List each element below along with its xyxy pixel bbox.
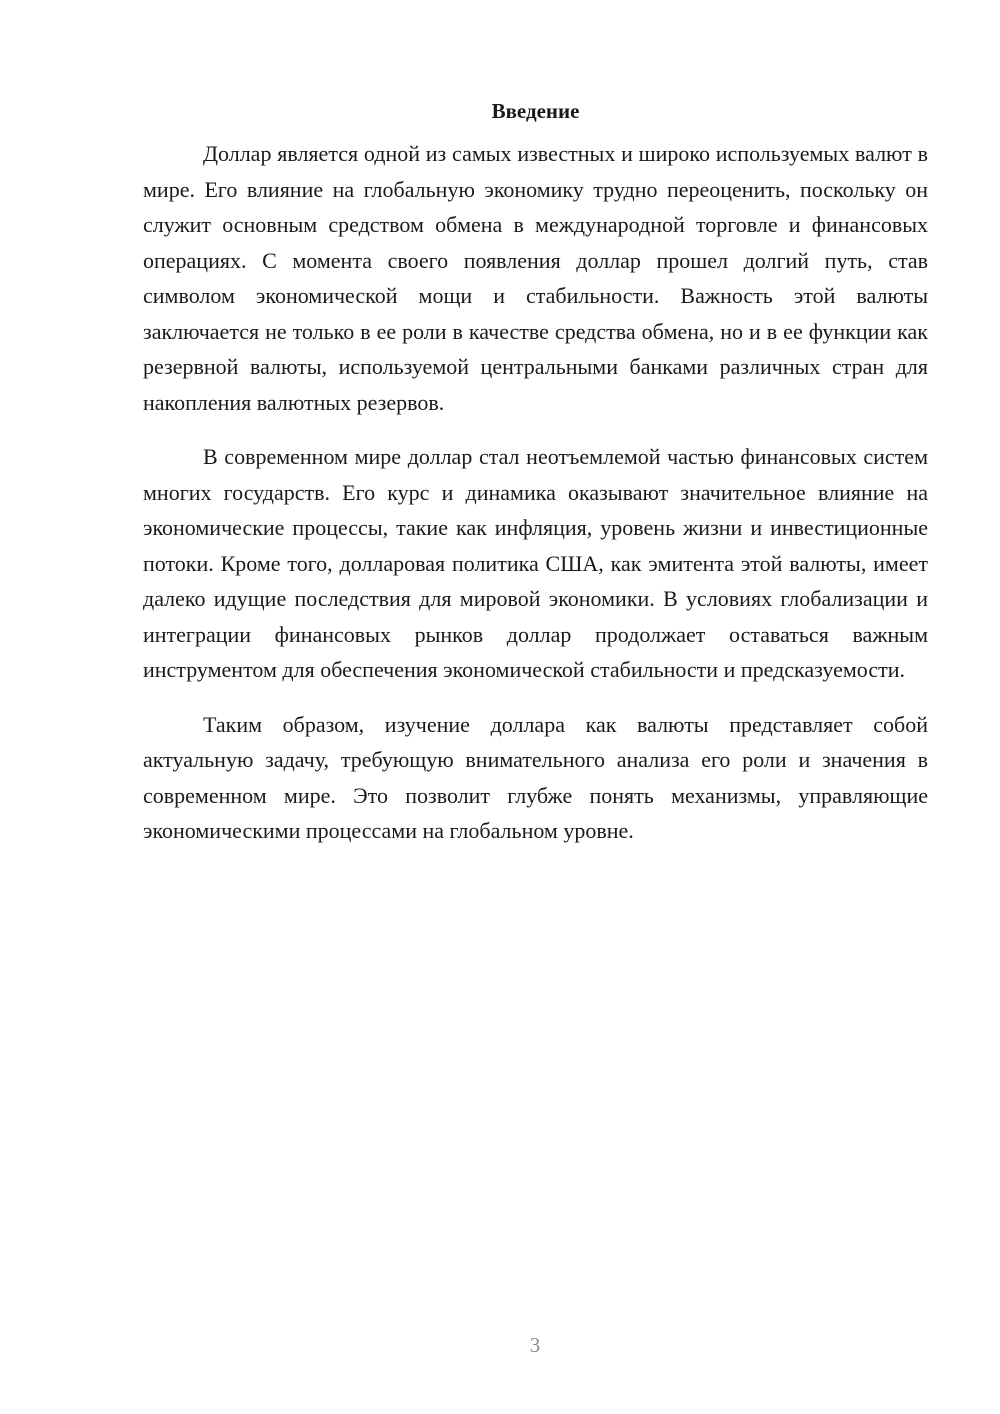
paragraph-1: Доллар является одной из самых известных и широко используемых валют в мире. Его влияние на глобальную экономику трудно переоценить, поскольку он служит основным средством обмена в международной торговле и финансовых операциях. С момента своего появления доллар прошел долгий путь, став символом экономической мощи и стабильности. Важность этой валюты заключается не только в ее роли в качестве средства обмена, но и в ее функции как резервной валюты, используемой центральными банками различных стран для накопления валютных резервов. <box>143 141 928 415</box>
page-number: 3 <box>529 1333 541 1357</box>
paragraph-3: Таким образом, изучение доллара как валюты представляет собой актуальную задачу, требующую внимательного анализа его роли и значения в современном мире. Это позволит глубже понять механизмы, управляющие экономическими процессами на глобальном уровне. <box>143 711 928 843</box>
paragraph-2: В современном мире доллар стал неотъемлемой частью финансовых систем многих государств. Его курс и динамика оказывают значительное влияние на экономические процессы, такие как инфляция, уровень жизни и инвестиционные потоки. Кроме того, долларовая политика США, как эмитента этой валюты, имеет далеко идущие последствия для мировой экономики. В условиях глобализации и интеграции финансовых рынков доллар продолжает оставаться важным инструментом для обеспечения экономической стабильности и предсказуемости. <box>143 444 928 682</box>
page-content <box>143 94 928 868</box>
section-title: Введение <box>491 99 580 123</box>
